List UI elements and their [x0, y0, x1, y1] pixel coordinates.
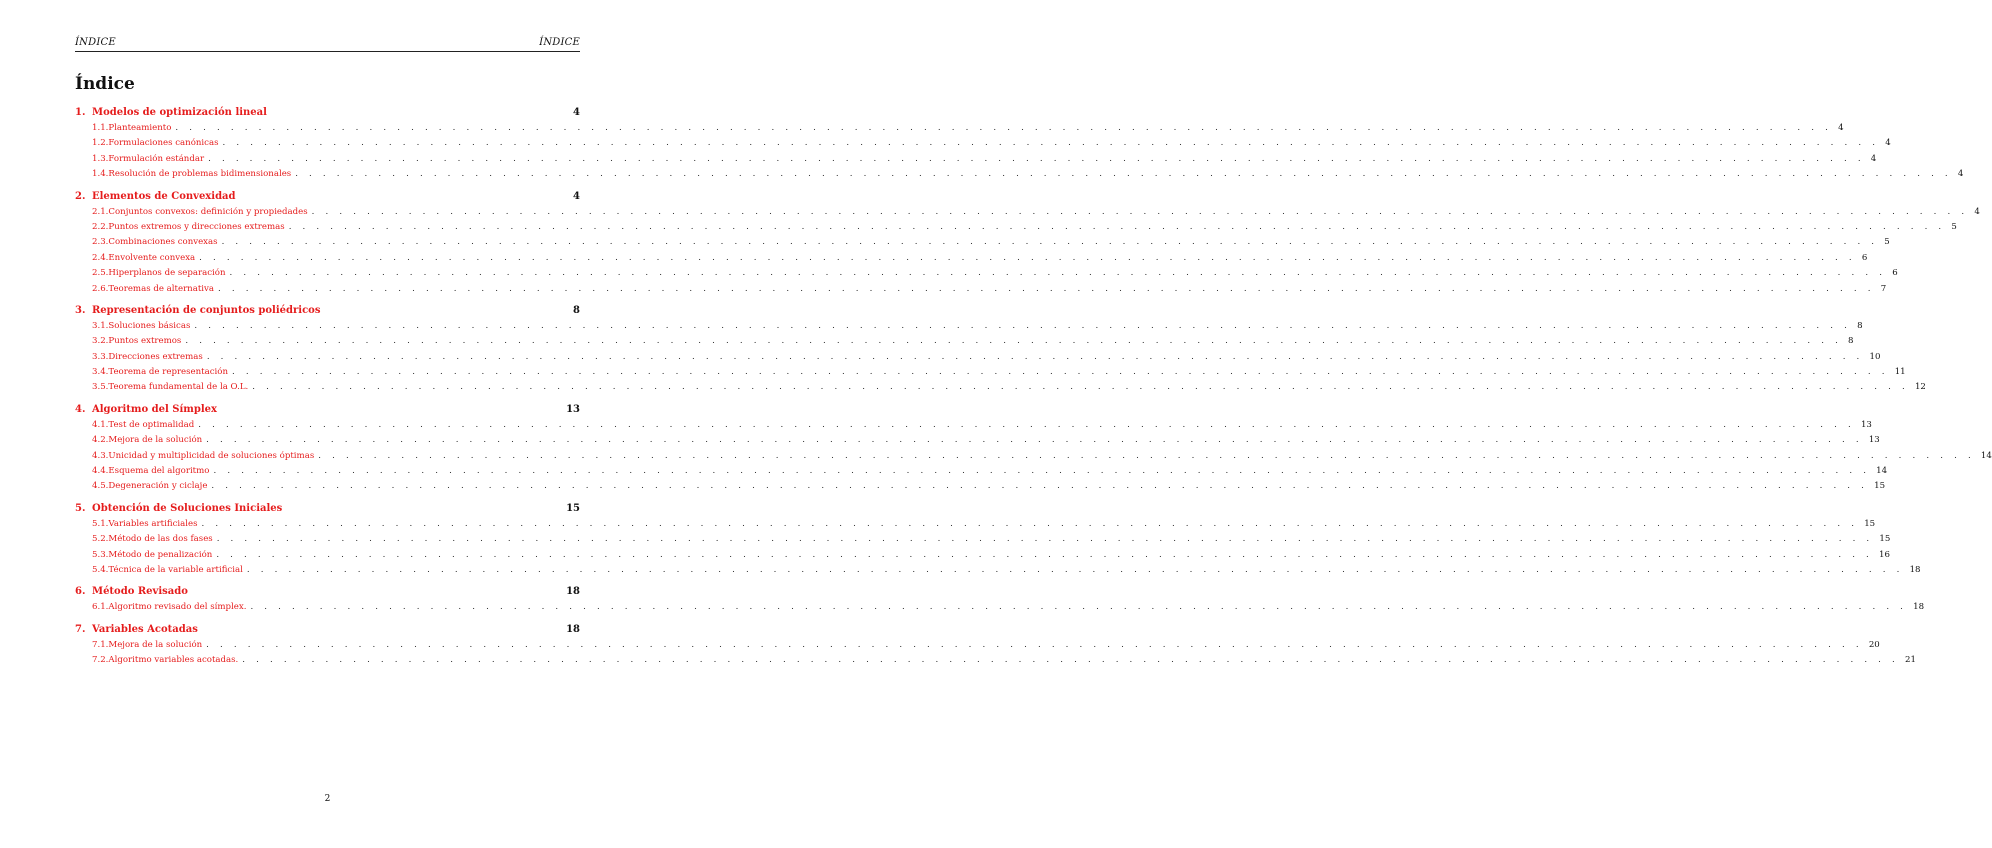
toc-chapter-entry[interactable] [75, 302, 580, 319]
toc-section-page: 21 [1904, 655, 1916, 666]
toc-section-title[interactable]: Algoritmo variables acotadas. [108, 655, 239, 666]
toc-section-entry[interactable] [75, 548, 1890, 563]
toc-dot-leader: . . . . . . . . . . . . . . . . . . . . . . . . . . . . . . . . . . . . . . . . . . . . . . . . . . . . . . . . . . . . . . . . . . . . . . . . . . . . . . . . . . . . . . . . . . . . . . . . . . . . . . . . . . . . . . . . . . . . . . . . [185, 336, 1843, 347]
toc-chapter-number: 5. [75, 502, 86, 514]
toc-dot-leader: . . . . . . . . . . . . . . . . . . . . . . . . . . . . . . . . . . . . . . . . . . . . . . . . . . . . . . . . . . . . . . . . . . . . . . . . . . . . . . . . . . . . . . . . . . . . . . . . . . . . . . . . . . . . . . . . . . . . . . . . [199, 252, 1856, 263]
toc-section-number: 2.5. [92, 268, 109, 279]
toc-chapter-title[interactable]: Elementos de Convexidad [92, 190, 236, 202]
toc-section-title[interactable]: Test de optimalidad [108, 419, 195, 430]
toc-section-page: 4 [1838, 123, 1844, 133]
toc-section-entry[interactable] [75, 167, 1964, 182]
table-of-contents [75, 104, 1992, 669]
toc-chapter-page: 4 [573, 107, 580, 118]
page-title: Índice [75, 74, 135, 94]
toc-section-entry[interactable] [75, 251, 1868, 266]
toc-section-entry[interactable] [75, 517, 1876, 532]
toc-section-title[interactable]: Combinaciones convexas [108, 237, 218, 248]
toc-dot-leader: . . . . . . . . . . . . . . . . . . . . . . . . . . . . . . . . . . . . . . . . . . . . . . . . . . . . . . . . . . . . . . . . . . . . . . . . . . . . . . . . . . . . . . . . . . . . . . . . . . . . . . . . . . . . . . . . . . . . . . . . [175, 123, 1833, 133]
header-rule [75, 51, 580, 52]
toc-section-number: 1.2. [92, 138, 109, 149]
toc-section-title[interactable]: Teoremas de alternativa [108, 283, 215, 294]
toc-section-number: 6.1. [92, 602, 109, 613]
toc-section-page: 12 [1914, 382, 1926, 393]
toc-section-title[interactable]: Puntos extremos [108, 336, 182, 347]
toc-section-entry[interactable] [75, 380, 1926, 395]
toc-section-page: 4 [1974, 206, 1980, 217]
toc-section-number: 1.4. [92, 169, 109, 180]
toc-section-page: 13 [1860, 419, 1872, 430]
toc-chapter-entry[interactable] [75, 500, 580, 517]
running-header-left: ÍNDICE [75, 37, 116, 48]
toc-section-page: 15 [1874, 481, 1886, 492]
toc-section-entry[interactable] [75, 638, 1880, 653]
toc-section-title[interactable]: Mejora de la solución [108, 435, 203, 446]
toc-section-page: 11 [1894, 367, 1906, 378]
toc-section-page: 15 [1879, 534, 1891, 545]
toc-section-entry[interactable] [75, 433, 1880, 448]
toc-chapter-page: 18 [566, 586, 580, 598]
toc-section-entry[interactable] [75, 653, 1916, 668]
toc-section-number: 2.1. [92, 206, 109, 217]
toc-chapter-title[interactable]: Método Revisado [92, 586, 188, 598]
toc-chapter-entry[interactable] [75, 188, 580, 205]
toc-dot-leader: . . . . . . . . . . . . . . . . . . . . . . . . . . . . . . . . . . . . . . . . . . . . . . . . . . . . . . . . . . . . . . . . . . . . . . . . . . . . . . . . . . . . . . . . . . . . . . . . . . . . . . . . . . . . . . . . . . . . . . . . [198, 419, 1855, 430]
toc-section-page: 4 [1885, 138, 1891, 149]
toc-section-number: 3.4. [92, 367, 109, 378]
toc-section-title[interactable]: Hiperplanos de separación [108, 268, 226, 279]
toc-section-title[interactable]: Conjuntos convexos: definición y propiedades [108, 206, 308, 217]
toc-section-title[interactable]: Unicidad y multiplicidad de soluciones óptimas [108, 450, 315, 461]
toc-dot-leader: . . . . . . . . . . . . . . . . . . . . . . . . . . . . . . . . . . . . . . . . . . . . . . . . . . . . . . . . . . . . . . . . . . . . . . . . . . . . . . . . . . . . . . . . . . . . . . . . . . . . . . . . . . . . . . . . . . . . . . . . [208, 153, 1865, 164]
toc-dot-leader: . . . . . . . . . . . . . . . . . . . . . . . . . . . . . . . . . . . . . . . . . . . . . . . . . . . . . . . . . . . . . . . . . . . . . . . . . . . . . . . . . . . . . . . . . . . . . . . . . . . . . . . . . . . . . . . . . . . . . . . . [216, 534, 1874, 545]
toc-dot-leader: . . . . . . . . . . . . . . . . . . . . . . . . . . . . . . . . . . . . . . . . . . . . . . . . . . . . . . . . . . . . . . . . . . . . . . . . . . . . . . . . . . . . . . . . . . . . . . . . . . . . . . . . . . . . . . . . . . . . . . . . [252, 382, 1909, 393]
toc-section-number: 5.2. [92, 534, 109, 545]
toc-section-entry[interactable] [75, 220, 1957, 235]
toc-chapter-page: 18 [566, 623, 580, 635]
toc-section-number: 5.1. [92, 518, 109, 529]
toc-section-title[interactable]: Soluciones básicas [108, 320, 191, 331]
toc-section-title[interactable]: Planteamiento [108, 123, 172, 133]
toc-section-page: 14 [1876, 466, 1888, 477]
toc-dot-leader: . . . . . . . . . . . . . . . . . . . . . . . . . . . . . . . . . . . . . . . . . . . . . . . . . . . . . . . . . . . . . . . . . . . . . . . . . . . . . . . . . . . . . . . . . . . . . . . . . . . . . . . . . . . . . . . . . . . . . . . . [229, 268, 1887, 279]
toc-section-page: 4 [1957, 169, 1964, 180]
toc-dot-leader: . . . . . . . . . . . . . . . . . . . . . . . . . . . . . . . . . . . . . . . . . . . . . . . . . . . . . . . . . . . . . . . . . . . . . . . . . . . . . . . . . . . . . . . . . . . . . . . . . . . . . . . . . . . . . . . . . . . . . . . . [222, 138, 1880, 149]
toc-section-title[interactable]: Formulación estándar [108, 153, 205, 164]
toc-section-page: 18 [1909, 564, 1921, 575]
toc-section-title[interactable]: Método de penalización [108, 549, 213, 560]
toc-section-number: 1.3. [92, 153, 109, 164]
toc-section-title[interactable]: Degeneración y ciclaje [108, 481, 208, 492]
toc-dot-leader: . . . . . . . . . . . . . . . . . . . . . . . . . . . . . . . . . . . . . . . . . . . . . . . . . . . . . . . . . . . . . . . . . . . . . . . . . . . . . . . . . . . . . . . . . . . . . . . . . . . . . . . . . . . . . . . . . . . . . . . . [232, 367, 1889, 378]
toc-section-page: 10 [1869, 351, 1881, 362]
toc-chapter-number: 1. [75, 107, 86, 118]
toc-section-number: 5.3. [92, 549, 109, 560]
toc-dot-leader: . . . . . . . . . . . . . . . . . . . . . . . . . . . . . . . . . . . . . . . . . . . . . . . . . . . . . . . . . . . . . . . . . . . . . . . . . . . . . . . . . . . . . . . . . . . . . . . . . . . . . . . . . . . . . . . . . . . . . . . . [213, 466, 1871, 477]
toc-chapter-entry[interactable] [75, 104, 580, 121]
toc-section-title[interactable]: Variables artificiales [108, 518, 198, 529]
toc-section-page: 20 [1868, 639, 1880, 650]
toc-section-page: 8 [1857, 320, 1863, 331]
toc-section-number: 2.3. [92, 237, 109, 248]
toc-chapter-entry[interactable] [75, 583, 580, 600]
toc-section-title[interactable]: Técnica de la variable artificial [108, 564, 243, 575]
toc-section-title[interactable]: Direcciones extremas [108, 351, 203, 362]
toc-section-entry[interactable] [75, 334, 1854, 349]
toc-dot-leader: . . . . . . . . . . . . . . . . . . . . . . . . . . . . . . . . . . . . . . . . . . . . . . . . . . . . . . . . . . . . . . . . . . . . . . . . . . . . . . . . . . . . . . . . . . . . . . . . . . . . . . . . . . . . . . . . . . . . . . . . [221, 237, 1879, 248]
toc-section-page: 5 [1884, 237, 1890, 248]
toc-dot-leader: . . . . . . . . . . . . . . . . . . . . . . . . . . . . . . . . . . . . . . . . . . . . . . . . . . . . . . . . . . . . . . . . . . . . . . . . . . . . . . . . . . . . . . . . . . . . . . . . . . . . . . . . . . . . . . . . . . . . . . . . [201, 518, 1859, 529]
running-header-right: ÍNDICE [539, 37, 580, 48]
toc-dot-leader: . . . . . . . . . . . . . . . . . . . . . . . . . . . . . . . . . . . . . . . . . . . . . . . . . . . . . . . . . . . . . . . . . . . . . . . . . . . . . . . . . . . . . . . . . . . . . . . . . . . . . . . . . . . . . . . . . . . . . . . . [206, 351, 1864, 362]
toc-chapter-title[interactable]: Algoritmo del Símplex [92, 403, 217, 415]
toc-section-number: 2.2. [92, 221, 109, 232]
toc-chapter-number: 4. [75, 403, 86, 415]
toc-section-number: 3.5. [92, 382, 109, 393]
toc-dot-leader: . . . . . . . . . . . . . . . . . . . . . . . . . . . . . . . . . . . . . . . . . . . . . . . . . . . . . . . . . . . . . . . . . . . . . . . . . . . . . . . . . . . . . . . . . . . . . . . . . . . . . . . . . . . . . . . . . . . . . . . . [246, 564, 1904, 575]
toc-section-title[interactable]: Mejora de la solución [108, 639, 203, 650]
toc-section-page: 6 [1861, 252, 1868, 263]
toc-section-number: 3.2. [92, 336, 109, 347]
toc-section-title[interactable]: Algoritmo revisado del símplex. [108, 602, 247, 613]
toc-dot-leader: . . . . . . . . . . . . . . . . . . . . . . . . . . . . . . . . . . . . . . . . . . . . . . . . . . . . . . . . . . . . . . . . . . . . . . . . . . . . . . . . . . . . . . . . . . . . . . . . . . . . . . . . . . . . . . . . . . . . . . . . [218, 283, 1875, 294]
toc-chapter-number: 3. [75, 304, 86, 316]
toc-dot-leader: . . . . . . . . . . . . . . . . . . . . . . . . . . . . . . . . . . . . . . . . . . . . . . . . . . . . . . . . . . . . . . . . . . . . . . . . . . . . . . . . . . . . . . . . . . . . . . . . . . . . . . . . . . . . . . . . . . . . . . . . [318, 450, 1975, 461]
toc-chapter-page: 13 [566, 403, 580, 415]
toc-dot-leader: . . . . . . . . . . . . . . . . . . . . . . . . . . . . . . . . . . . . . . . . . . . . . . . . . . . . . . . . . . . . . . . . . . . . . . . . . . . . . . . . . . . . . . . . . . . . . . . . . . . . . . . . . . . . . . . . . . . . . . . . [194, 320, 1852, 331]
toc-chapter-title[interactable]: Obtención de Soluciones Iniciales [92, 502, 283, 514]
toc-section-page: 6 [1892, 268, 1898, 279]
toc-section-entry[interactable] [75, 266, 1898, 281]
toc-section-title[interactable]: Esquema del algoritmo [108, 466, 210, 477]
toc-section-title[interactable]: Puntos extremos y direcciones extremas [108, 221, 285, 232]
toc-dot-leader: . . . . . . . . . . . . . . . . . . . . . . . . . . . . . . . . . . . . . . . . . . . . . . . . . . . . . . . . . . . . . . . . . . . . . . . . . . . . . . . . . . . . . . . . . . . . . . . . . . . . . . . . . . . . . . . . . . . . . . . . [311, 206, 1969, 217]
toc-section-entry[interactable] [75, 365, 1906, 380]
toc-section-entry[interactable] [75, 136, 1891, 151]
toc-section-title[interactable]: Resolución de problemas bidimensionales [108, 169, 292, 180]
toc-chapter-number: 6. [75, 586, 86, 598]
toc-section-number: 5.4. [92, 564, 109, 575]
toc-section-page: 5 [1951, 221, 1957, 232]
toc-section-entry[interactable] [75, 563, 1921, 578]
toc-section-number: 2.4. [92, 252, 109, 263]
toc-section-number: 4.1. [92, 419, 109, 430]
toc-chapter-entry[interactable] [75, 401, 580, 418]
toc-section-number: 7.1. [92, 639, 109, 650]
toc-section-page: 18 [1913, 602, 1925, 613]
toc-chapter-page: 15 [566, 502, 580, 514]
toc-section-page: 15 [1864, 518, 1876, 529]
toc-chapter-number: 2. [75, 190, 86, 202]
toc-dot-leader: . . . . . . . . . . . . . . . . . . . . . . . . . . . . . . . . . . . . . . . . . . . . . . . . . . . . . . . . . . . . . . . . . . . . . . . . . . . . . . . . . . . . . . . . . . . . . . . . . . . . . . . . . . . . . . . . . . . . . . . . [288, 221, 1946, 232]
toc-section-number: 4.3. [92, 450, 109, 461]
toc-chapter-page: 4 [573, 190, 580, 202]
toc-section-entry[interactable] [75, 449, 1992, 464]
toc-section-entry[interactable] [75, 319, 1863, 334]
toc-dot-leader: . . . . . . . . . . . . . . . . . . . . . . . . . . . . . . . . . . . . . . . . . . . . . . . . . . . . . . . . . . . . . . . . . . . . . . . . . . . . . . . . . . . . . . . . . . . . . . . . . . . . . . . . . . . . . . . . . . . . . . . . [206, 639, 1863, 650]
toc-chapter-page: 8 [573, 304, 580, 316]
toc-dot-leader: . . . . . . . . . . . . . . . . . . . . . . . . . . . . . . . . . . . . . . . . . . . . . . . . . . . . . . . . . . . . . . . . . . . . . . . . . . . . . . . . . . . . . . . . . . . . . . . . . . . . . . . . . . . . . . . . . . . . . . . . [216, 549, 1873, 560]
toc-section-entry[interactable] [75, 418, 1872, 433]
toc-section-entry[interactable] [75, 532, 1891, 547]
toc-section-page: 13 [1868, 435, 1880, 446]
toc-section-number: 2.6. [92, 283, 109, 294]
toc-section-number: 4.5. [92, 481, 109, 492]
toc-chapter-entry[interactable] [75, 621, 580, 638]
toc-section-entry[interactable] [75, 235, 1890, 250]
toc-section-title[interactable]: Método de las dos fases [108, 534, 213, 545]
toc-section-entry[interactable] [75, 350, 1881, 365]
toc-dot-leader: . . . . . . . . . . . . . . . . . . . . . . . . . . . . . . . . . . . . . . . . . . . . . . . . . . . . . . . . . . . . . . . . . . . . . . . . . . . . . . . . . . . . . . . . . . . . . . . . . . . . . . . . . . . . . . . . . . . . . . . . [295, 169, 1952, 180]
toc-dot-leader: . . . . . . . . . . . . . . . . . . . . . . . . . . . . . . . . . . . . . . . . . . . . . . . . . . . . . . . . . . . . . . . . . . . . . . . . . . . . . . . . . . . . . . . . . . . . . . . . . . . . . . . . . . . . . . . . . . . . . . . . [242, 655, 1899, 666]
toc-section-page: 8 [1848, 336, 1854, 347]
toc-chapter-title[interactable]: Representación de conjuntos poliédricos [92, 304, 321, 316]
toc-chapter-number: 7. [75, 623, 86, 635]
toc-section-title[interactable]: Teorema fundamental de la O.L. [108, 382, 249, 393]
toc-section-entry[interactable] [75, 282, 1887, 297]
toc-section-title[interactable]: Teorema de representación [108, 367, 229, 378]
toc-section-number: 4.2. [92, 435, 109, 446]
toc-dot-leader: . . . . . . . . . . . . . . . . . . . . . . . . . . . . . . . . . . . . . . . . . . . . . . . . . . . . . . . . . . . . . . . . . . . . . . . . . . . . . . . . . . . . . . . . . . . . . . . . . . . . . . . . . . . . . . . . . . . . . . . . [211, 481, 1869, 492]
toc-section-page: 7 [1880, 283, 1887, 294]
toc-section-title[interactable]: Envolvente convexa [108, 252, 196, 263]
toc-section-number: 3.3. [92, 351, 109, 362]
toc-section-title[interactable]: Formulaciones canónicas [108, 138, 219, 149]
toc-chapter-title[interactable]: Modelos de optimización lineal [92, 107, 267, 118]
footer-page-number: 2 [324, 794, 331, 804]
toc-chapter-title[interactable]: Variables Acotadas [92, 623, 198, 635]
toc-dot-leader: . . . . . . . . . . . . . . . . . . . . . . . . . . . . . . . . . . . . . . . . . . . . . . . . . . . . . . . . . . . . . . . . . . . . . . . . . . . . . . . . . . . . . . . . . . . . . . . . . . . . . . . . . . . . . . . . . . . . . . . . [206, 435, 1863, 446]
toc-section-entry[interactable] [75, 479, 1886, 494]
toc-section-page: 14 [1980, 450, 1992, 461]
toc-section-number: 4.4. [92, 466, 109, 477]
toc-section-page: 16 [1879, 549, 1890, 560]
toc-section-entry[interactable] [75, 600, 1925, 615]
toc-section-entry[interactable] [75, 152, 1877, 167]
toc-section-entry[interactable] [75, 205, 1980, 220]
toc-dot-leader: . . . . . . . . . . . . . . . . . . . . . . . . . . . . . . . . . . . . . . . . . . . . . . . . . . . . . . . . . . . . . . . . . . . . . . . . . . . . . . . . . . . . . . . . . . . . . . . . . . . . . . . . . . . . . . . . . . . . . . . . [250, 602, 1908, 613]
toc-section-page: 4 [1870, 153, 1877, 164]
toc-section-number: 7.2. [92, 655, 109, 666]
toc-section-entry[interactable] [75, 464, 1888, 479]
toc-section-entry[interactable] [75, 121, 1844, 136]
toc-section-number: 3.1. [92, 320, 109, 331]
toc-section-number: 1.1. [92, 123, 109, 133]
